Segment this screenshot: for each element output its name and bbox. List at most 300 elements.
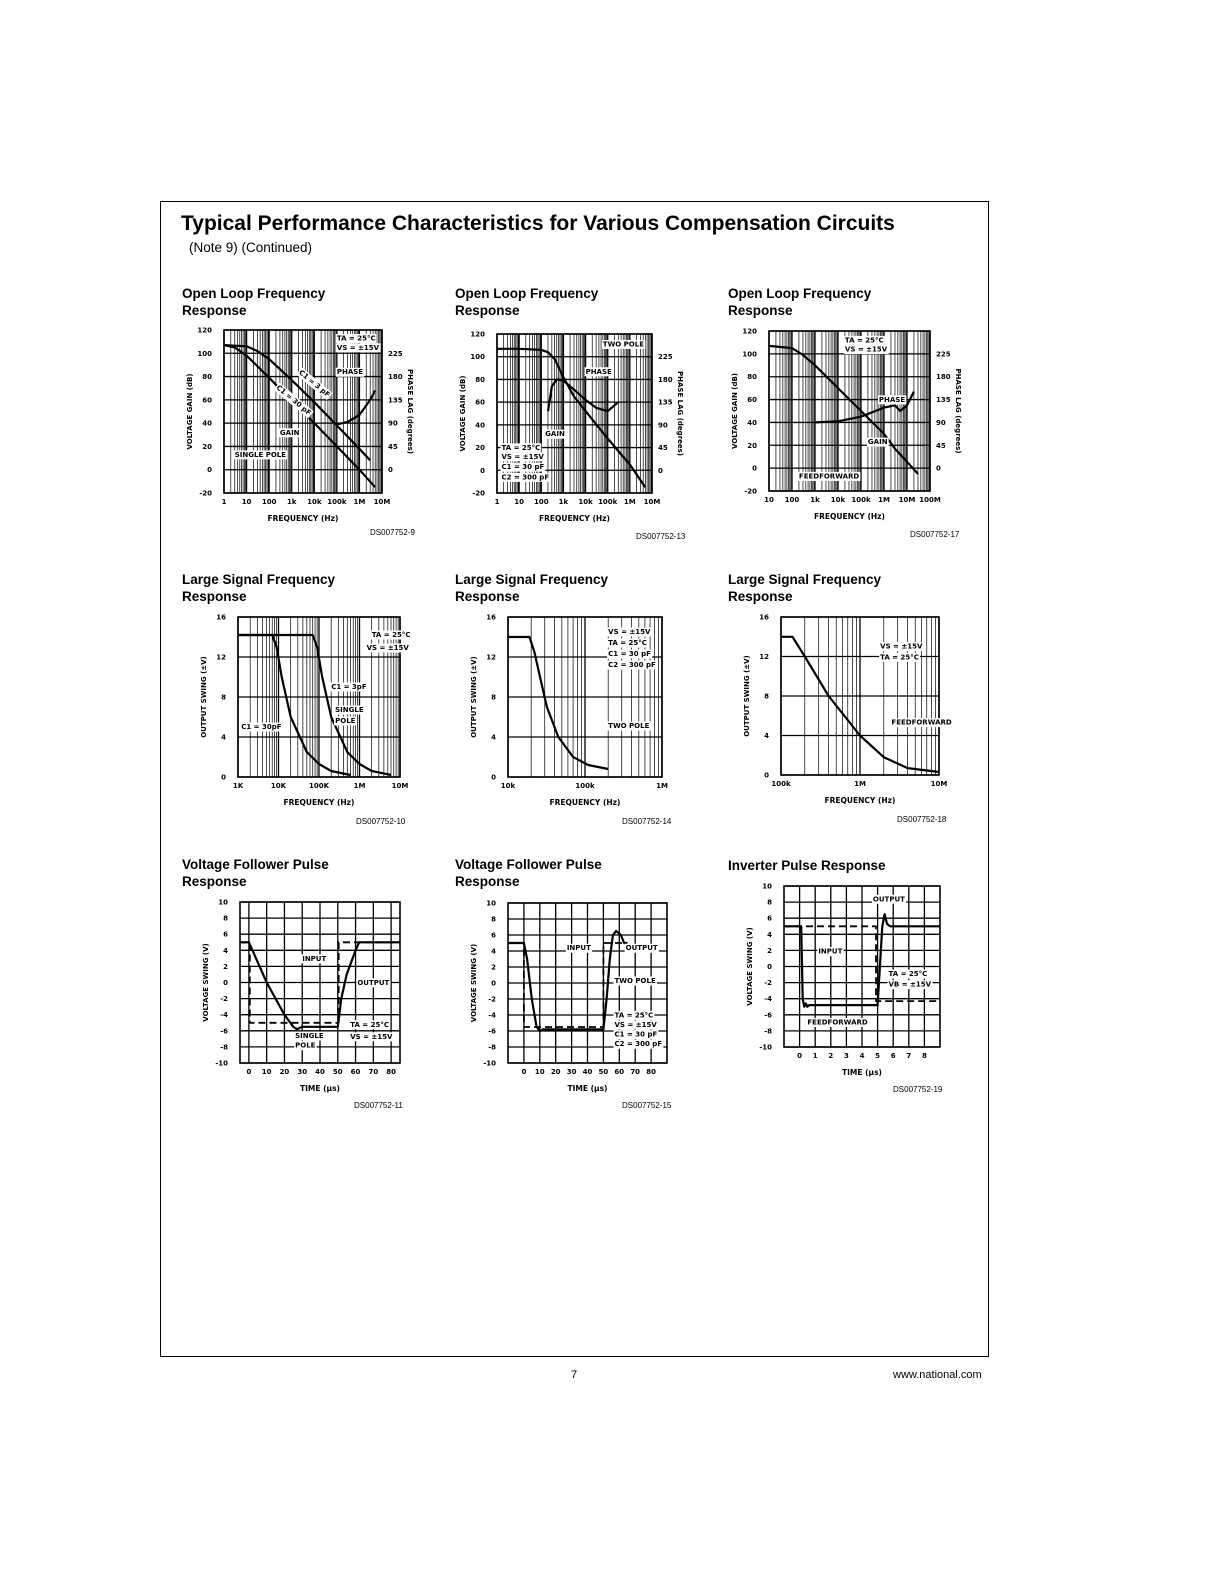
x-tick-label: 10M <box>373 498 391 506</box>
x-tick-label: 50 <box>332 1068 343 1076</box>
chart-title-line: Response <box>728 302 793 318</box>
x-tick-label: 4 <box>859 1052 865 1060</box>
y-tick-label: 8 <box>223 914 228 923</box>
annotation-label: VS = ±15V <box>608 628 651 636</box>
annotation-label: SINGLE <box>295 1032 324 1041</box>
y2-tick-label: 135 <box>936 396 951 405</box>
annotation <box>501 463 546 472</box>
figure-code: DS007752-19 <box>893 1085 943 1094</box>
x-tick-label: 10 <box>241 498 252 506</box>
annotation <box>872 895 906 904</box>
y-tick-label: 16 <box>486 613 496 622</box>
annotation-label: TA = 25°C <box>350 1020 390 1029</box>
page-subtitle: (Note 9) (Continued) <box>189 240 313 255</box>
annotation <box>888 970 929 979</box>
annotation-label: INPUT <box>818 947 843 956</box>
annotation <box>336 368 364 377</box>
y-tick-label: 6 <box>491 931 496 940</box>
x-tick-label: 100M <box>919 496 941 504</box>
x-tick-label: 1K <box>232 782 244 790</box>
y-tick-label: 8 <box>491 915 496 924</box>
annotation <box>336 334 377 343</box>
x-tick-label: 100k <box>771 780 791 788</box>
chart-title-line: Response <box>182 302 247 318</box>
x-axis-label: FREQUENCY (Hz) <box>824 796 896 805</box>
chart-title <box>728 858 928 875</box>
x-tick-label: 100 <box>533 498 549 506</box>
y2-tick-label: 225 <box>388 349 403 358</box>
x-tick-label: 20 <box>550 1068 561 1076</box>
annotation-label: FEEDFORWARD <box>798 472 860 481</box>
y-tick-label: -8 <box>764 1027 772 1036</box>
annotation <box>544 430 566 439</box>
x-tick-label: 30 <box>566 1068 577 1076</box>
figure-code: DS007752-14 <box>622 817 672 826</box>
y-tick-label: 2 <box>491 963 496 972</box>
x-tick-label: 20 <box>279 1068 290 1076</box>
y2-tick-label: 90 <box>388 419 398 428</box>
annotation <box>334 706 365 715</box>
chart-title-line: Response <box>182 873 247 889</box>
annotation-label: TWO POLE <box>614 977 656 985</box>
annotation-label: C2 = 300 pF <box>501 473 550 482</box>
chart-title-line: Open Loop Frequency <box>455 286 599 301</box>
series-line <box>238 635 351 775</box>
x-tick-label: 7 <box>906 1052 912 1060</box>
annotation <box>607 650 652 659</box>
x-tick-label: 10k <box>307 498 322 506</box>
x-axis-label: FREQUENCY (Hz) <box>283 798 355 807</box>
x-tick-label: 10 <box>764 496 774 504</box>
x-axis-label: FREQUENCY (Hz) <box>549 798 621 807</box>
annotation <box>844 345 889 354</box>
y2-tick-label: 45 <box>658 444 668 453</box>
x-tick-label: 10M <box>930 780 948 788</box>
y-tick-label: 60 <box>202 396 212 405</box>
annotation-label: POLE <box>335 717 356 725</box>
y-axis-label: VOLTAGE GAIN (dB) <box>186 373 194 450</box>
annotation <box>607 722 650 731</box>
figure-code: DS007752-17 <box>910 530 960 539</box>
y-tick-label: 100 <box>470 353 485 362</box>
x-tick-label: 70 <box>368 1068 379 1076</box>
chart-title-line: Response <box>455 302 520 318</box>
x-tick-label: 1 <box>812 1052 818 1060</box>
y2-tick-label: 225 <box>658 353 673 362</box>
y-tick-label: -20 <box>199 489 212 498</box>
y-axis-label: VOLTAGE SWING (V) <box>746 927 754 1006</box>
y2-tick-label: 180 <box>936 373 951 382</box>
x-tick-label: 100k <box>575 782 595 790</box>
y2-axis-label: PHASE LAG (degrees) <box>676 370 684 457</box>
annotation-label: TWO POLE <box>608 722 650 730</box>
annotation <box>330 683 368 692</box>
x-tick-label: 5 <box>875 1052 881 1060</box>
annotation-label: C1 = 30pF <box>241 723 282 731</box>
annotation <box>501 473 551 482</box>
annotation-label: C1 = 30 pF <box>614 1030 658 1039</box>
y-tick-label: 0 <box>764 771 769 780</box>
figure-code: DS007752-9 <box>370 528 415 537</box>
annotation-label: SINGLE <box>335 706 364 714</box>
y-tick-label: 40 <box>202 419 212 428</box>
figure-code: DS007752-15 <box>622 1101 672 1110</box>
x-tick-label: 10 <box>534 1068 545 1076</box>
y-tick-label: -4 <box>220 1011 228 1020</box>
annotation-label: POLE <box>295 1041 316 1050</box>
annotation-label: VS = ±15V <box>880 642 923 651</box>
chart-title-line: Response <box>455 873 520 889</box>
y-tick-label: -6 <box>220 1027 228 1036</box>
x-tick-label: 0 <box>521 1068 527 1076</box>
y-tick-label: -10 <box>483 1059 496 1068</box>
y-tick-label: 0 <box>767 963 772 971</box>
y-tick-label: 120 <box>742 327 757 336</box>
annotation-label: VS = ±15V <box>501 452 544 461</box>
y-tick-label: 10 <box>762 882 772 891</box>
x-tick-label: 1 <box>494 498 500 506</box>
y-tick-label: -8 <box>488 1043 496 1052</box>
chart-c6 <box>743 613 952 805</box>
annotation <box>501 452 546 461</box>
figure-code: DS007752-10 <box>356 817 406 826</box>
annotation <box>614 1021 659 1030</box>
annotation-label: INPUT <box>566 944 591 953</box>
x-tick-label: 1M <box>878 496 890 504</box>
y2-tick-label: 225 <box>936 350 951 359</box>
x-tick-label: 6 <box>890 1052 896 1060</box>
y-tick-label: 12 <box>216 653 226 662</box>
x-tick-label: 100 <box>261 498 277 506</box>
x-tick-label: 40 <box>315 1068 325 1076</box>
annotation <box>349 1020 390 1029</box>
annotation-label: OUTPUT <box>625 944 658 953</box>
y-tick-label: 4 <box>764 732 769 740</box>
annotation <box>566 944 592 953</box>
annotation-label: VS = ±15V <box>350 1032 393 1041</box>
grid <box>769 331 930 491</box>
x-tick-label: 1 <box>221 498 227 506</box>
annotation <box>879 642 924 651</box>
chart-c1 <box>186 326 414 523</box>
series-line <box>238 635 391 775</box>
annotation-label: TWO POLE <box>602 340 645 349</box>
annotation-label: SINGLE POLE <box>234 450 287 459</box>
y-tick-label: -10 <box>215 1059 228 1068</box>
chart-title <box>455 857 655 890</box>
annotation <box>294 1041 317 1050</box>
y-tick-label: -20 <box>744 487 757 496</box>
annotation-label: VS = ±15V <box>336 343 380 352</box>
x-tick-label: 80 <box>386 1068 396 1076</box>
x-tick-label: 60 <box>614 1068 625 1076</box>
x-tick-label: 1M <box>353 782 366 790</box>
annotation <box>607 661 657 670</box>
x-tick-label: 8 <box>921 1052 927 1060</box>
chart-title-line: Large Signal Frequency <box>455 572 609 587</box>
y-tick-label: -8 <box>220 1043 228 1052</box>
chart-title-line: Response <box>728 588 793 604</box>
annotation <box>614 977 657 986</box>
x-tick-label: 10k <box>578 498 593 506</box>
y-axis-label: VOLTAGE SWING (V) <box>202 943 210 1022</box>
y-tick-label: 16 <box>759 613 769 622</box>
y2-tick-label: 90 <box>658 421 668 430</box>
chart-title-line: Large Signal Frequency <box>182 572 336 587</box>
annotation <box>349 1032 394 1041</box>
y2-tick-label: 0 <box>388 466 393 475</box>
annotation-label: OUTPUT <box>357 978 390 987</box>
y-tick-label: 4 <box>767 930 772 939</box>
x-axis-label: FREQUENCY (Hz) <box>267 514 339 523</box>
annotation-label: C2 = 300 pF <box>614 1040 663 1049</box>
annotation-label: C1 = 30 pF <box>274 383 313 418</box>
y-tick-label: 100 <box>197 349 212 358</box>
x-tick-label: 100k <box>598 498 618 506</box>
annotation-label: TA = 25°C <box>501 443 541 452</box>
annotation-label: VB = ±15V <box>888 980 932 989</box>
annotation <box>867 438 889 447</box>
y-tick-label: 8 <box>221 693 226 702</box>
annotation <box>356 978 390 987</box>
x-tick-label: 10k <box>500 782 516 790</box>
chart-title-line: Open Loop Frequency <box>182 286 326 301</box>
annotation <box>366 644 411 653</box>
chart-c7 <box>202 898 400 1093</box>
annotation <box>806 1018 868 1027</box>
y2-tick-label: 0 <box>936 464 941 473</box>
x-axis-label: TIME (µs) <box>842 1068 882 1077</box>
annotation <box>301 954 327 963</box>
annotation-label: VS = ±15V <box>844 345 888 354</box>
x-tick-label: 2 <box>828 1052 834 1060</box>
y-tick-label: 60 <box>747 396 757 405</box>
x-tick-label: 0 <box>797 1052 803 1060</box>
annotation-label: OUTPUT <box>872 895 905 904</box>
chart-c8 <box>470 899 667 1093</box>
y2-tick-label: 180 <box>388 373 403 382</box>
annotation-label: TA = 25°C <box>371 631 411 639</box>
chart-title-line: Voltage Follower Pulse <box>455 857 602 872</box>
chart-title-line: Open Loop Frequency <box>728 286 872 301</box>
annotation <box>614 1030 659 1039</box>
y2-tick-label: 45 <box>388 442 398 451</box>
x-tick-label: 1k <box>810 496 820 504</box>
annotation-label: PHASE <box>336 368 364 377</box>
x-tick-label: 3 <box>843 1052 849 1060</box>
y-tick-label: -2 <box>488 995 496 1004</box>
chart-title <box>182 286 382 319</box>
x-tick-label: 10M <box>391 782 409 790</box>
grid <box>238 617 400 777</box>
chart-title <box>182 572 382 605</box>
y-tick-label: 8 <box>491 693 496 702</box>
annotation <box>817 947 843 956</box>
annotation-label: TA = 25°C <box>608 639 647 647</box>
y-tick-label: -2 <box>764 979 772 988</box>
y-tick-label: 12 <box>759 653 769 661</box>
x-tick-label: 100k <box>327 498 347 506</box>
y-tick-label: 6 <box>223 930 228 939</box>
website-link[interactable]: www.national.com <box>893 1369 982 1381</box>
annotation-label: GAIN <box>867 438 888 447</box>
chart-c4 <box>200 613 411 807</box>
y-axis-label: VOLTAGE SWING (V) <box>470 943 478 1023</box>
chart-title-line: Response <box>455 588 520 604</box>
y-tick-label: 0 <box>223 979 228 987</box>
y-tick-label: 0 <box>480 466 485 475</box>
x-axis-label: FREQUENCY (Hz) <box>539 514 610 523</box>
annotation-label: VS = ±15V <box>614 1021 657 1029</box>
y-tick-label: 0 <box>752 464 757 473</box>
y-tick-label: 0 <box>491 773 496 782</box>
annotation <box>625 944 659 953</box>
y-axis-label: VOLTAGE GAIN (dB) <box>459 375 467 452</box>
figure-code: DS007752-11 <box>354 1101 403 1110</box>
chart-title <box>728 286 928 319</box>
y-tick-label: 20 <box>202 442 212 451</box>
annotation <box>614 1040 664 1049</box>
annotation <box>888 980 933 989</box>
chart-title <box>455 286 655 319</box>
series-line <box>769 346 918 474</box>
y-tick-label: -6 <box>488 1027 496 1036</box>
chart-c5 <box>470 613 668 807</box>
y-axis-label: OUTPUT SWING (±V) <box>470 656 478 738</box>
annotation <box>234 450 287 459</box>
annotation <box>890 718 952 727</box>
y-axis-label: VOLTAGE GAIN (dB) <box>731 373 739 449</box>
x-tick-label: 30 <box>297 1068 308 1076</box>
x-tick-label: 10 <box>261 1068 272 1076</box>
chart-c9 <box>746 882 940 1077</box>
annotation-label: INPUT <box>302 954 327 963</box>
annotation-label: PHASE <box>878 395 906 404</box>
annotation-label: TA = 25°C <box>888 970 928 979</box>
y-tick-label: 60 <box>475 398 485 407</box>
x-tick-label: 100k <box>851 496 871 504</box>
y-tick-label: -4 <box>488 1011 496 1020</box>
y-tick-label: 40 <box>747 418 757 427</box>
y-axis-label: OUTPUT SWING (±V) <box>200 656 208 738</box>
x-tick-label: 40 <box>582 1068 593 1076</box>
chart-title-line: Voltage Follower Pulse <box>182 857 329 872</box>
x-tick-label: 1M <box>854 780 866 788</box>
annotation-label: C1 = 30 pF <box>501 463 545 472</box>
chart-title-line: Large Signal Frequency <box>728 572 882 587</box>
y-tick-label: 6 <box>767 914 772 923</box>
x-tick-label: 10k <box>830 496 846 504</box>
y-tick-label: -6 <box>764 1011 772 1020</box>
x-tick-label: 1M <box>656 782 668 790</box>
y-tick-label: 0 <box>491 979 496 988</box>
annotation <box>336 343 381 352</box>
y-tick-label: 20 <box>475 444 485 453</box>
annotation-label: FEEDFORWARD <box>807 1018 868 1027</box>
page-title: Typical Performance Characteristics for Various Compensation Circuits <box>181 212 895 235</box>
x-tick-label: 0 <box>246 1068 252 1076</box>
chart-c2 <box>459 330 684 523</box>
x-tick-label: 50 <box>598 1068 609 1076</box>
figure-code: DS007752-18 <box>897 815 947 824</box>
annotation <box>844 336 885 345</box>
y-tick-label: 4 <box>221 733 226 742</box>
y-tick-label: 10 <box>218 898 228 907</box>
y2-tick-label: 45 <box>936 441 946 450</box>
y-axis-label: OUTPUT SWING (±V) <box>743 655 751 737</box>
annotation-label: GAIN <box>545 430 565 439</box>
x-tick-label: 10 <box>514 498 525 506</box>
annotation-label: C1 = 3pF <box>331 683 367 691</box>
x-tick-label: 100K <box>308 782 330 790</box>
annotation-label: TA = 25°C <box>336 334 376 343</box>
annotation <box>240 723 282 732</box>
chart-title-line: Response <box>182 588 247 604</box>
figure-code: DS007752-13 <box>636 532 686 541</box>
y2-tick-label: 135 <box>388 396 403 405</box>
annotation-label: C1 = 3 pF <box>297 368 332 399</box>
y-tick-label: 4 <box>491 733 496 742</box>
chart-title-line: Inverter Pulse Response <box>728 858 886 873</box>
x-axis-label: TIME (µs) <box>567 1084 608 1093</box>
y2-axis-label: PHASE LAG (degrees) <box>406 368 414 455</box>
x-axis-label: TIME (µs) <box>300 1084 340 1093</box>
y-tick-label: 120 <box>197 326 212 335</box>
y-tick-label: 4 <box>223 946 228 955</box>
y-tick-label: 10 <box>486 899 496 908</box>
x-tick-label: 1M <box>623 498 636 506</box>
x-tick-label: 100 <box>784 496 800 504</box>
y2-axis-label: PHASE LAG (degrees) <box>954 368 962 454</box>
y-tick-label: 120 <box>470 330 485 339</box>
y-tick-label: 0 <box>221 773 226 782</box>
y-tick-label: 4 <box>491 947 496 956</box>
annotation-label: FEEDFORWARD <box>891 718 952 727</box>
y2-tick-label: 180 <box>658 375 673 384</box>
y-tick-label: 16 <box>216 613 226 622</box>
x-tick-label: 80 <box>646 1068 656 1076</box>
y-tick-label: 80 <box>475 375 485 384</box>
annotation <box>878 395 906 404</box>
x-tick-label: 10K <box>270 782 287 790</box>
y-tick-label: 80 <box>747 373 757 382</box>
y-tick-label: 80 <box>202 373 212 382</box>
annotation <box>294 1032 325 1041</box>
chart-title <box>455 572 655 605</box>
y-tick-label: 12 <box>486 653 496 662</box>
annotation-label: PHASE <box>585 367 612 376</box>
annotation <box>279 428 301 437</box>
annotation <box>371 631 412 640</box>
y-tick-label: -2 <box>220 995 228 1004</box>
annotation-label: VS = ±15V <box>366 644 409 652</box>
annotation <box>602 340 645 349</box>
x-tick-label: 10M <box>898 496 916 504</box>
x-axis-label: FREQUENCY (Hz) <box>814 512 885 521</box>
annotation <box>607 628 652 637</box>
annotation <box>585 367 613 376</box>
y-tick-label: 8 <box>764 692 769 701</box>
y-tick-label: 2 <box>767 946 772 955</box>
grid <box>781 617 939 775</box>
x-tick-label: 1M <box>353 498 366 506</box>
annotation <box>501 443 542 452</box>
annotation-label: C2 = 300 pF <box>608 661 656 669</box>
y-tick-label: -10 <box>759 1043 772 1052</box>
annotation-label: TA = 25°C <box>880 653 919 662</box>
annotation-label: TA = 25°C <box>614 1011 654 1020</box>
y-tick-label: 8 <box>767 898 772 907</box>
